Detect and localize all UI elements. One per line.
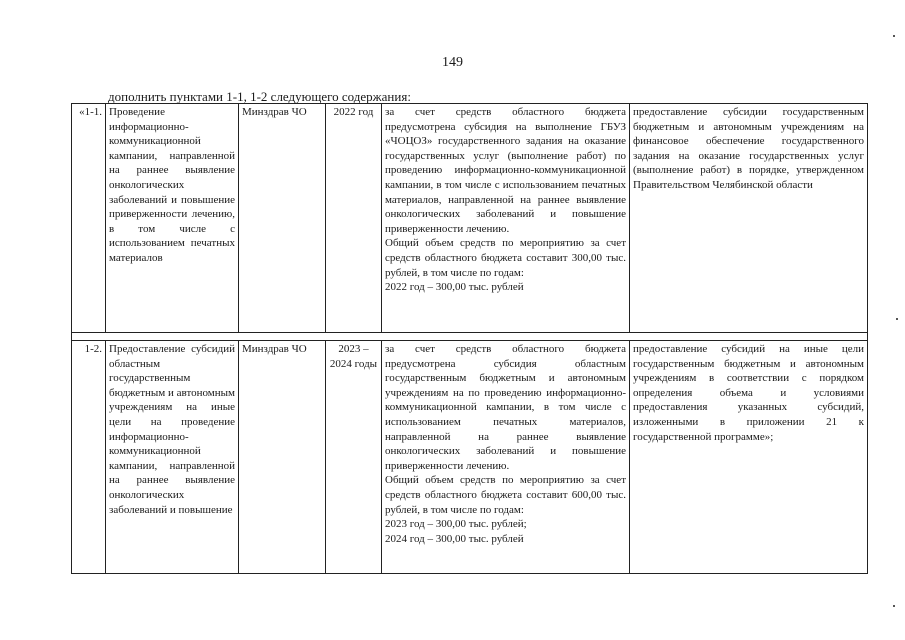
responsible-executor: Минздрав ЧО (239, 104, 326, 333)
spacer-cell (72, 333, 868, 341)
activity-name: Предоставление субсидий областным государственным бюджетным и автономным учреждениям на иные цели на проведение информационно-коммуникационной кампании, направленной на раннее выявление онкологических заболеваний и повышение (106, 341, 239, 574)
activity-description (382, 104, 630, 333)
implementation-period: 2022 год (326, 104, 382, 333)
responsible-executor: Минздрав ЧО (239, 341, 326, 574)
page-number: 149 (442, 55, 463, 70)
scan-mark (893, 605, 895, 607)
activity-description (382, 341, 630, 574)
row-spacer (72, 333, 868, 341)
row-number: 1-2. (72, 341, 106, 574)
scan-mark (893, 35, 895, 37)
table-row (72, 104, 868, 333)
activity-note: предоставление субсидии государственным бюджетным и автономным учреждениям на финансовое обеспечение государственного задания на оказание государственных услуг (выполнение работ) в порядке, утвержденном Правительством Челябинской области (630, 104, 868, 333)
funding-text: Общий объем средств по мероприятию за счет средств областного бюджета составит 600,00 тыс. рублей, в том числе по годам: (385, 474, 626, 516)
funding-year: 2024 год – 300,00 тыс. рублей (385, 532, 524, 545)
activity-note: предоставление субсидий на иные цели государственным бюджетным и автономным учреждениям в соответствии с порядком определения объема и условиями предоставления указанных субсидий, изложенными в приложении 21 к государственной программе»; (630, 341, 868, 574)
description-text: за счет средств областного бюджета предусмотрена субсидия на выполнение ГБУЗ «ЧОЦОЗ» государственного задания на оказание государственных услуг (выполнение работ) по проведению информационно-коммуникационной кампании, в том числе с использованием печатных материалов, направленной на раннее выявление онкологических заболеваний и повышение приверженности лечению. (385, 106, 626, 235)
scan-mark (896, 318, 898, 320)
table-row (72, 341, 868, 574)
activity-name: Проведение информационно-коммуникационной кампании, направленной на раннее выявление онкологических заболеваний и повышение приверженности лечению, в том числе с использованием печатных материалов (106, 104, 239, 333)
program-table (71, 103, 868, 574)
funding-year: 2022 год – 300,00 тыс. рублей (385, 281, 524, 294)
row-number: «1-1. (72, 104, 106, 333)
description-text: за счет средств областного бюджета предусмотрена субсидия областным государственным бюджетным и автономным учреждениям на по проведению информационно-коммуникационной кампании, в том числе с использованием печатных материалов, направленной на раннее выявление онкологических заболеваний и повышение приверженности лечению. (385, 343, 626, 472)
implementation-period: 2023 – 2024 годы (326, 341, 382, 574)
funding-year: 2023 год – 300,00 тыс. рублей; (385, 518, 527, 531)
funding-text: Общий объем средств по мероприятию за счет средств областного бюджета составит 300,00 тыс. рублей, в том числе по годам: (385, 237, 626, 279)
intro-text: дополнить пунктами 1-1, 1-2 следующего содержания: (108, 89, 411, 104)
